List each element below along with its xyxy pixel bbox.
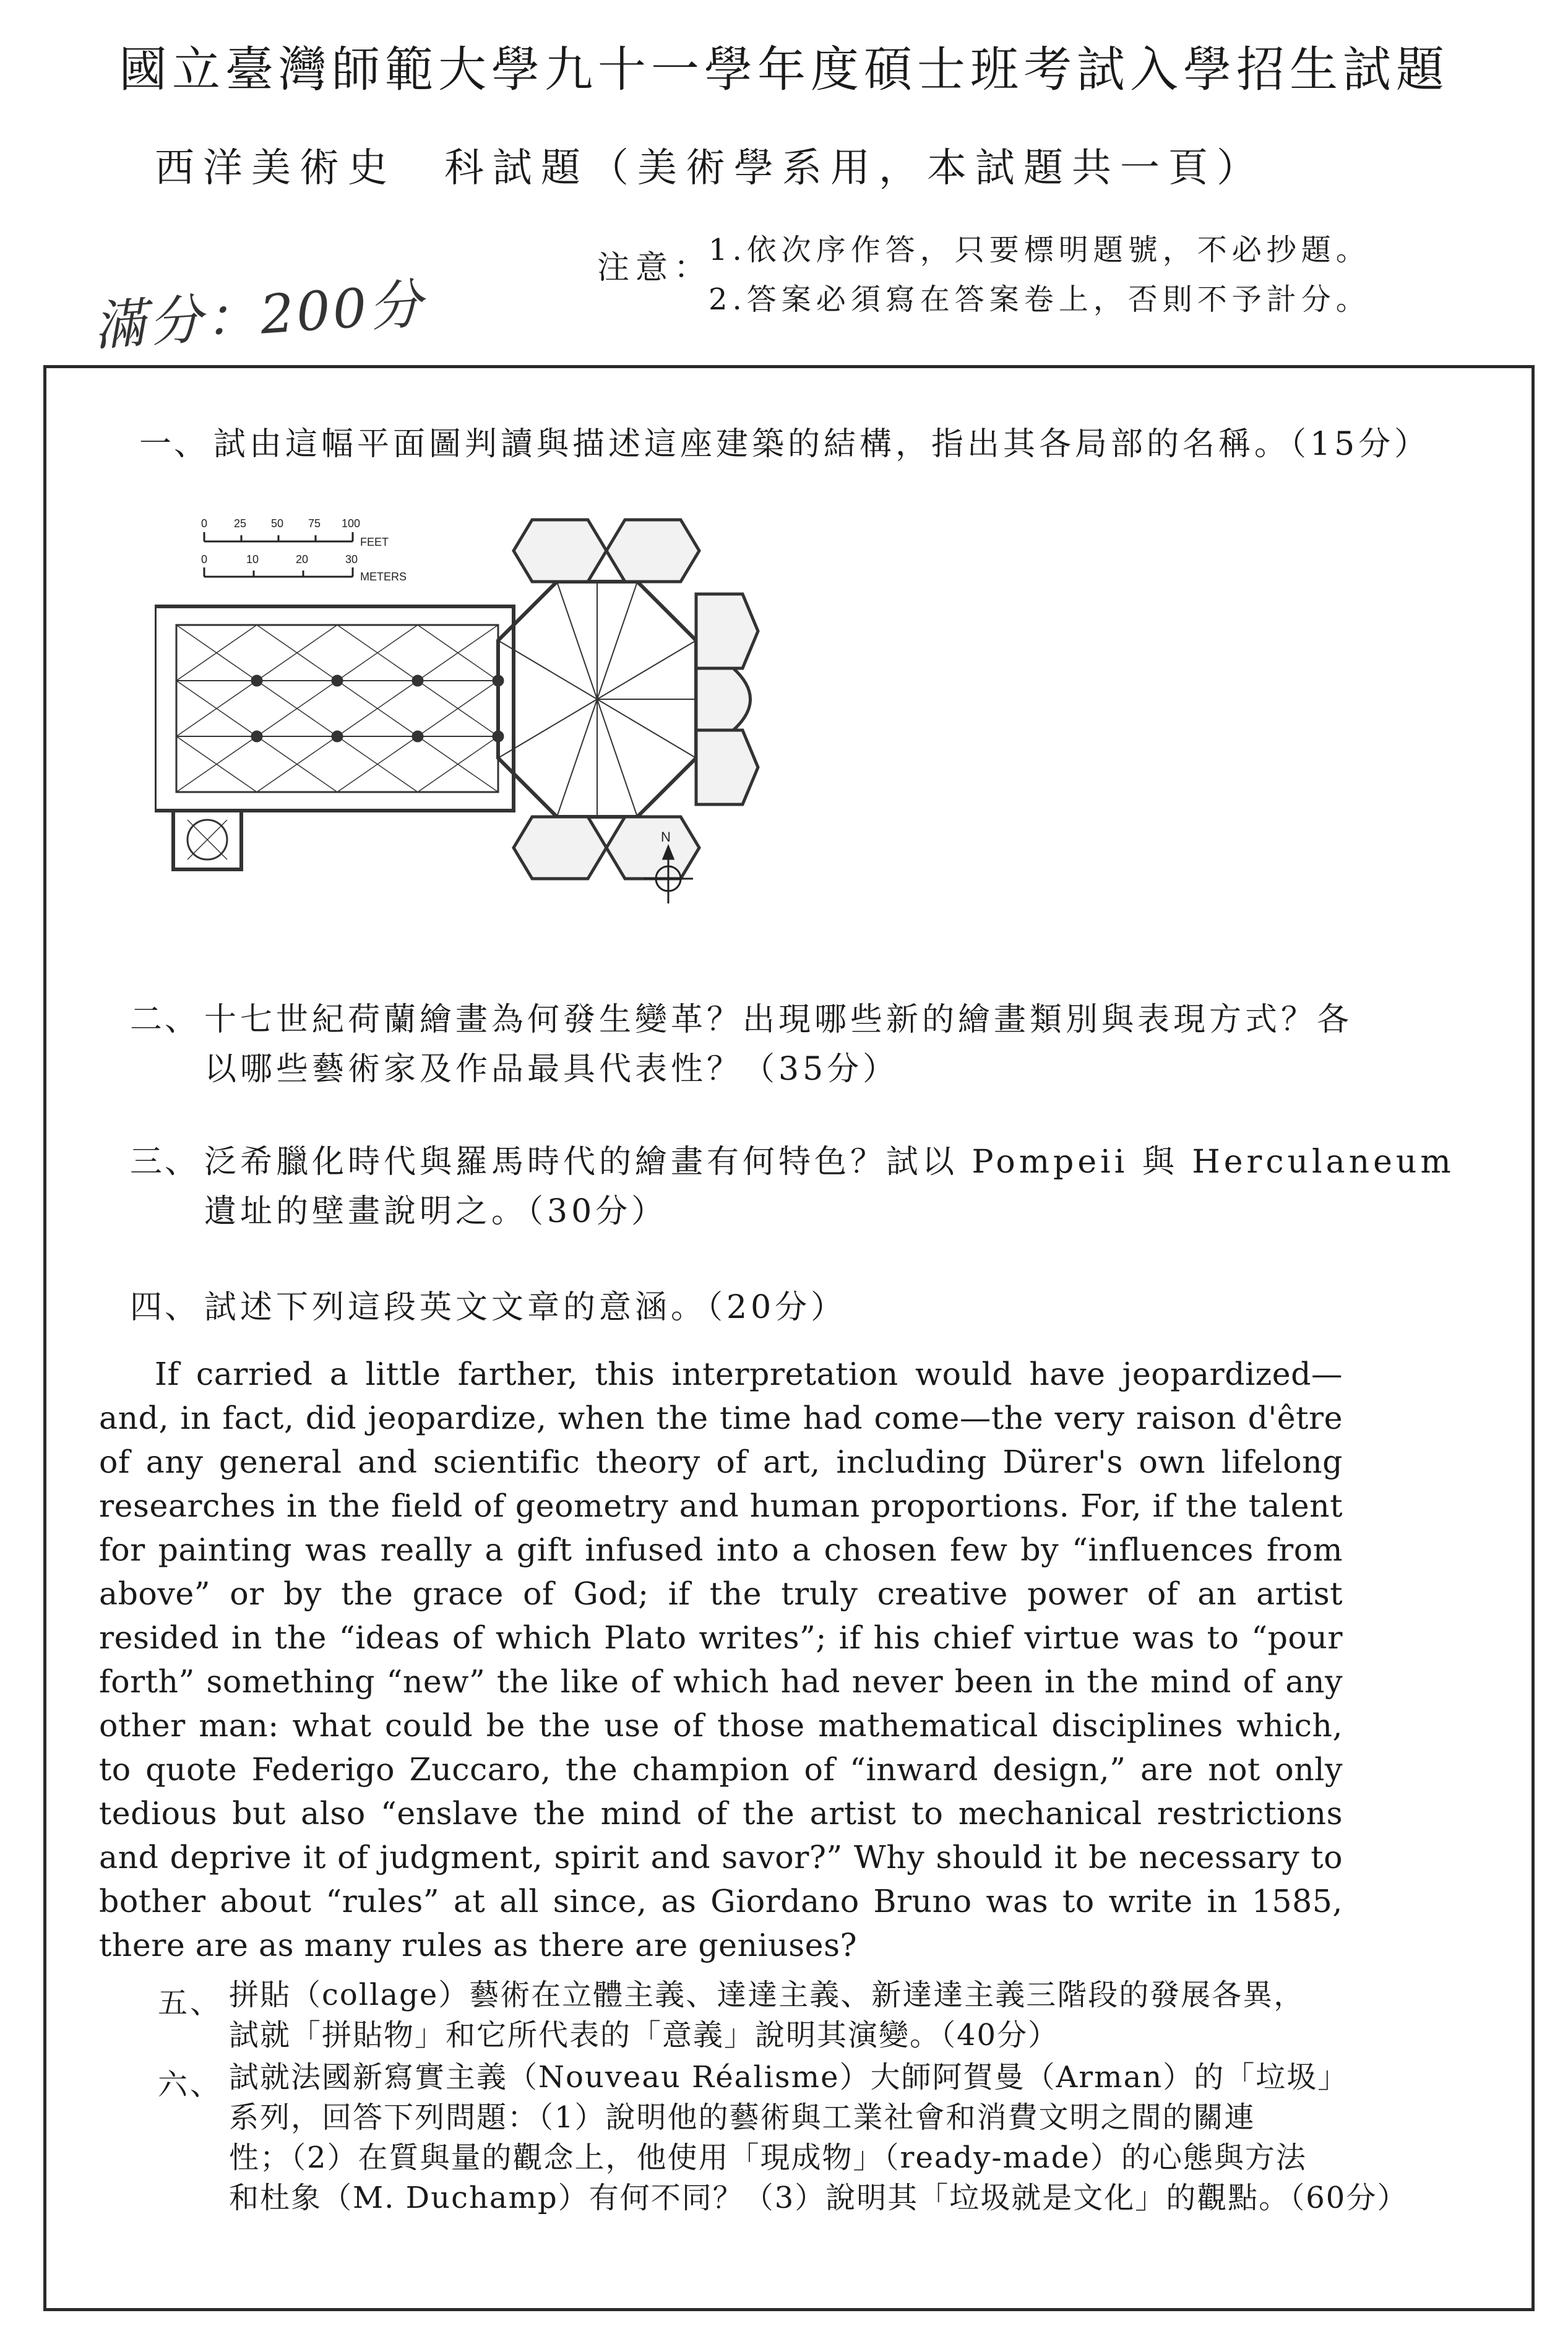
scale-meters-tick-0: 0 <box>201 553 208 566</box>
handwritten-score: 滿分：200分 <box>91 273 427 358</box>
q3-number: 三、 <box>130 1144 200 1181</box>
plan-corner-tower <box>173 811 241 869</box>
english-passage-text: If carried a little farther, this interpretation would have jeopardized—and, in fact, did jeopardize, when the time had come—the very raison d'être of any general and scientific theory of art, including Dürer's own lifelong researches in the field of geometry and human proportions. For, if the talent for painting was really a gift infused into a chosen few by “influences from above” or by the grace of God; if the truly creative power of an artist resided in the “ideas of which Plato writes”; if his chief virtue was to “pour forth” something “new” the like of which had never been in the mind of any other man: what could be the use of those mathematical disciplines which, to quote Federigo Zuccaro, the champion of “inward design,” are not only tedious but also “enslave the mind of the artist to mechanical restrictions and deprive it of judgment, spirit and savor?” Why should it be necessary to bother about “rules” at all since, as Giordano Bruno was to write in 1585, there are as many rules as there are geniuses? <box>99 1356 1343 1963</box>
exam-title: 國立臺灣師範大學九十一學年度碩士班考試入學招生試題 <box>118 42 1449 98</box>
q5-line1: 拼貼（collage）藝術在立體主義、達達主義、新達達主義三階段的發展各異， <box>229 1978 1305 2012</box>
q4-number: 四、 <box>130 1289 200 1326</box>
scale-feet-tick-50: 50 <box>271 517 284 530</box>
cathedral-floor-plan <box>155 507 773 928</box>
scale-meters-tick-10: 10 <box>246 553 259 566</box>
english-passage <box>99 1352 1343 1967</box>
notice-label: 注意： <box>597 249 713 286</box>
plan-octagon-crossing <box>498 582 696 817</box>
q6-line4: 和杜象（M. Duchamp）有何不同？（3）說明其「垃圾就是文化」的觀點。（60分） <box>229 2181 1408 2215</box>
north-label: N <box>661 829 671 845</box>
q1-text: 試由這幅平面圖判讀與描述這座建築的結構，指出其各局部的名稱。（15分） <box>213 426 1431 463</box>
notice-item-2: 2.答案必須寫在答案卷上，否則不予計分。 <box>709 282 1371 317</box>
q1-number: 一、 <box>139 426 209 463</box>
q2-line2: 以哪些藝術家及作品最具代表性？（35分） <box>204 1051 899 1088</box>
scale-feet-tick-25: 25 <box>234 517 247 530</box>
scale-meters-tick-20: 20 <box>296 553 309 566</box>
q5-number: 五、 <box>158 1986 223 2020</box>
q2-line1: 十七世紀荷蘭繪畫為何發生變革？出現哪些新的繪畫類別與表現方式？各 <box>204 1001 1353 1038</box>
q5-line2: 試就「拼貼物」和它所代表的「意義」說明其演變。（40分） <box>229 2018 1059 2053</box>
q6-number: 六、 <box>158 2067 223 2102</box>
scale-meters-label: METERS <box>360 571 407 583</box>
plan-nave <box>155 606 514 811</box>
scale-bar-meters <box>204 567 353 577</box>
q4-text: 試述下列這段英文文章的意涵。（20分） <box>204 1289 847 1326</box>
q6-line2: 系列，回答下列問題：（1）說明他的藝術與工業社會和消費文明之間的關連 <box>229 2100 1256 2135</box>
q3-line2: 遺址的壁畫說明之。（30分） <box>204 1193 668 1230</box>
scale-feet-label: FEET <box>360 536 389 548</box>
q2-number: 二、 <box>130 1001 200 1038</box>
q6-line3: 性；（2）在質與量的觀念上，他使用「現成物」（ready-made）的心態與方法 <box>229 2140 1307 2175</box>
scale-feet-tick-0: 0 <box>201 517 208 530</box>
q3-line1: 泛希臘化時代與羅馬時代的繪畫有何特色？試以 Pompeii 與 Herculaneum <box>204 1144 1455 1181</box>
scale-meters-tick-30: 30 <box>345 553 358 566</box>
exam-subtitle: 西洋美術史 科試題（美術學系用，本試題共一頁） <box>155 145 1265 191</box>
scale-bar-feet <box>204 532 353 541</box>
scale-feet-tick-100: 100 <box>342 517 361 530</box>
notice-item-1: 1.依次序作答，只要標明題號，不必抄題。 <box>709 233 1371 267</box>
scale-feet-tick-75: 75 <box>308 517 321 530</box>
q6-line1: 試就法國新寫實主義（Nouveau Réalisme）大師阿賀曼（Arman）的「垃圾」 <box>229 2060 1349 2095</box>
